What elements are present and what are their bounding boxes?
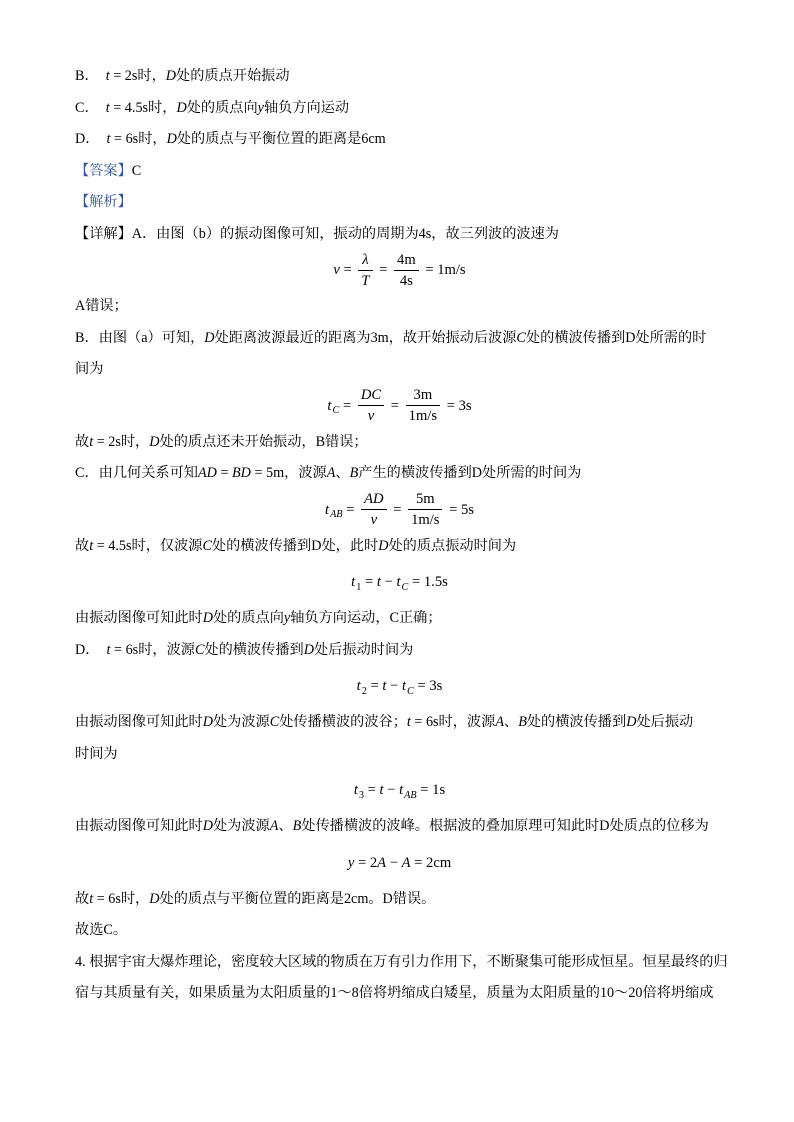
analysis-heading-line <box>75 187 724 219</box>
math-variable: t <box>356 678 361 694</box>
math-variable: t <box>382 678 387 694</box>
text-run: 处的横波传播到 <box>204 641 304 658</box>
math-variable: t <box>89 537 94 554</box>
fraction-numerator <box>361 491 386 508</box>
text-run: = 4.5s时， <box>109 99 177 116</box>
fraction-bar <box>406 405 440 406</box>
solution-line <box>75 427 724 459</box>
math-variable: t <box>376 574 381 590</box>
text-run: = 6s时，波源 <box>110 641 195 658</box>
text-run: 、 <box>278 818 293 834</box>
text-run: 由振动图像可知此时 <box>75 714 203 730</box>
text-run: 处距离波源最近的距离为3m，故开始振动后波源 <box>214 329 517 346</box>
text-run: = 3s <box>413 678 443 694</box>
text-run: 处传播横波的波峰。根据波的叠加原理可知此时D处质点的位移为 <box>301 818 709 834</box>
text-run: = <box>363 782 380 798</box>
text-run: = <box>339 397 355 414</box>
formula-line <box>75 770 724 811</box>
text-run: 轴负方向运动，C正确； <box>290 610 442 626</box>
text-run: − <box>386 678 402 694</box>
solution-line <box>75 811 724 843</box>
text-run: 处的质点与平衡位置的距离是2cm。D错误。 <box>159 890 436 907</box>
text-run: = 6s时， <box>110 131 167 147</box>
solution-line <box>75 323 724 355</box>
text-run: 轴负方向运动 <box>263 99 350 116</box>
text-run: 1m/s <box>408 408 438 425</box>
math-variable: t <box>379 782 384 798</box>
text-run: = <box>342 501 359 518</box>
math-variable: DC <box>360 387 382 404</box>
solution-line <box>75 219 724 251</box>
solution-line <box>75 915 724 947</box>
text-run: 处传播横波的波谷； <box>279 714 407 730</box>
option-line <box>75 61 724 93</box>
math-variable: t <box>106 131 111 147</box>
text-run: = <box>366 678 383 694</box>
math-variable: D <box>202 610 213 626</box>
math-variable: C <box>516 329 526 346</box>
text-run: 由振动图像可知此时 <box>75 818 203 834</box>
formula-line <box>75 386 724 427</box>
text-run: 5m <box>415 491 435 508</box>
math-variable: D <box>149 890 160 907</box>
math-variable: AD <box>364 491 384 508</box>
text-run: 3m <box>413 387 433 404</box>
math-variable: t <box>327 397 332 414</box>
text-run: = 5s <box>445 501 474 518</box>
fraction-bar <box>358 405 384 406</box>
formula-line <box>75 843 724 884</box>
math-variable: A <box>269 818 279 834</box>
text-run: 处的横波传播到D处，此时 <box>211 537 379 554</box>
math-variable: A <box>377 854 387 871</box>
text-run: C．由几何关系可知 <box>75 465 198 481</box>
math-variable: A <box>401 854 411 871</box>
math-variable: y <box>347 854 355 871</box>
text-run: 产生的横波传播到D处所需的时间为 <box>358 465 582 481</box>
text-run: 处为波源 <box>212 714 270 730</box>
text-run: C． <box>75 99 106 116</box>
fraction-bar <box>394 270 419 271</box>
math-variable: C <box>194 641 205 658</box>
text-run: = 3s <box>443 397 472 414</box>
solution-line <box>75 291 724 323</box>
math-subscript: AB <box>404 789 417 801</box>
math-variable: C <box>269 714 280 730</box>
text-run: 故选C。 <box>75 922 128 938</box>
math-variable: v <box>370 512 378 529</box>
text-run: 由振动图像可知此时 <box>75 610 203 626</box>
text-run: A错误； <box>75 298 128 314</box>
text-run: − <box>383 782 400 798</box>
math-variable: t <box>105 99 110 116</box>
math-variable: λ <box>362 251 369 268</box>
text-run: 处的质点与平衡位置的距离是6cm <box>176 131 386 147</box>
text-run: = <box>339 262 356 278</box>
text-run: 【详解】A．由图（b）的振动图像可知，振动的周期为4s，故三列波的波速为 <box>75 225 559 242</box>
fraction <box>408 491 442 529</box>
text-run: 故 <box>75 537 90 554</box>
math-variable: t <box>401 678 406 694</box>
section-label: 【解析】 <box>75 194 132 210</box>
text-run: D． <box>75 131 107 147</box>
math-variable: D <box>204 329 215 346</box>
text-run: = <box>361 574 377 590</box>
text-run: = 4.5s时，仅波源 <box>93 537 203 554</box>
text-run: 1m/s <box>411 512 440 529</box>
fraction-bar <box>358 270 372 271</box>
math-variable: D <box>166 131 177 147</box>
math-subscript: C <box>332 405 340 417</box>
text-run: = 2s时， <box>109 68 166 84</box>
text-run: 处为波源 <box>212 818 270 834</box>
math-variable: D <box>378 537 389 554</box>
solution-line <box>75 603 724 635</box>
math-variable: D <box>176 99 187 116</box>
math-variable: D <box>149 433 160 450</box>
text-run: 处的质点还未开始振动，B错误； <box>159 433 368 450</box>
math-subscript: 1 <box>356 581 362 593</box>
fraction <box>361 491 386 529</box>
text-run: 处的质点向 <box>186 99 258 116</box>
section-label: 【答案】 <box>75 162 132 179</box>
text-run: 故 <box>75 890 90 907</box>
fraction <box>358 252 372 290</box>
text-run: 、 <box>335 465 350 481</box>
text-run: = 1m/s <box>421 262 466 278</box>
text-run: − <box>380 574 397 590</box>
text-run: − <box>386 854 402 871</box>
math-variable: D <box>202 714 213 730</box>
math-variable: t <box>89 433 94 450</box>
question-line <box>75 978 724 1010</box>
text-run: 4s <box>399 272 413 289</box>
math-variable: A <box>495 714 504 730</box>
text-run: 处后振动 <box>636 714 694 730</box>
answer-line <box>75 156 724 188</box>
text-run: D． <box>75 641 107 658</box>
math-variable: t <box>353 782 358 798</box>
text-run: = 6s时， <box>93 890 150 907</box>
solution-line <box>75 458 724 490</box>
math-variable: t <box>351 574 356 590</box>
math-subscript: AB <box>330 509 343 521</box>
math-variable: y <box>283 610 291 626</box>
text-run: 处后振动时间为 <box>314 641 414 658</box>
math-variable: y <box>257 99 264 116</box>
math-variable: v <box>333 262 340 278</box>
solution-line <box>75 354 724 386</box>
text-run: = 2cm <box>410 854 452 871</box>
text-run: = 1s <box>416 782 446 798</box>
math-variable: D <box>165 68 177 84</box>
text-run: 处的质点开始振动 <box>176 68 290 84</box>
math-variable: t <box>406 714 411 730</box>
text-run: = <box>375 262 392 278</box>
text-run: = 6s时，波源 <box>410 714 496 730</box>
fraction-denominator <box>358 273 372 290</box>
text-run: 处的质点振动时间为 <box>388 537 517 554</box>
fraction <box>406 387 440 425</box>
text-run: = 5m，波源 <box>250 465 327 481</box>
formula-line <box>75 250 724 291</box>
text-run: 故 <box>75 433 90 450</box>
math-variable: AD <box>197 465 217 481</box>
text-run: C <box>131 162 142 179</box>
text-run: 4. 根据宇宙大爆炸理论，密度较大区域的物质在万有引力作用下，不断聚集可能形成恒星。恒星最终的归 <box>75 953 728 970</box>
text-run: 处的横波传播到 <box>526 714 627 730</box>
math-variable: t <box>399 782 404 798</box>
option-line <box>75 124 724 156</box>
math-variable: B <box>292 818 302 834</box>
fraction-numerator <box>406 387 440 404</box>
fraction-denominator <box>361 512 386 529</box>
fraction-numerator <box>408 491 442 508</box>
solution-line <box>75 739 724 771</box>
fraction-numerator <box>358 252 372 269</box>
text-run: B． <box>75 68 106 84</box>
math-variable: D <box>626 714 637 730</box>
text-run: B．由图（a）可知， <box>75 329 205 346</box>
fraction-numerator <box>394 252 419 269</box>
text-run: 处的横波传播到D处所需的时 <box>525 329 707 346</box>
math-variable: v <box>367 408 375 425</box>
math-subscript: 2 <box>361 685 367 697</box>
fraction-bar <box>361 509 386 510</box>
math-variable: t <box>396 574 401 590</box>
math-variable: T <box>361 272 370 289</box>
math-variable: t <box>106 641 111 658</box>
math-variable: D <box>202 818 213 834</box>
text-run: = <box>389 501 406 518</box>
fraction-denominator <box>394 273 419 290</box>
math-variable: t <box>105 68 110 84</box>
math-subscript: C <box>401 581 409 593</box>
math-subscript: 3 <box>358 789 364 801</box>
fraction <box>394 252 419 290</box>
solution-line <box>75 884 724 916</box>
math-subscript: C <box>407 685 414 697</box>
text-run: = <box>387 397 403 414</box>
math-variable: B <box>518 714 527 730</box>
math-variable: t <box>89 890 94 907</box>
formula-line <box>75 562 724 603</box>
fraction <box>358 387 384 425</box>
question-line <box>75 947 728 979</box>
fraction-denominator <box>358 408 384 425</box>
math-variable: B <box>349 465 359 481</box>
formula-line <box>75 666 724 707</box>
text-run: 4m <box>397 251 416 268</box>
formula-line <box>75 490 724 531</box>
text-run: 间为 <box>75 361 104 377</box>
text-run: 处的质点向 <box>212 610 284 626</box>
solution-line <box>75 531 724 563</box>
text-run: 宿与其质量有关，如果质量为太阳质量的1～8倍将坍缩成白矮星，质量为太阳质量的10～20倍将坍缩成 <box>75 985 714 1001</box>
math-variable: A <box>326 465 336 481</box>
fraction-denominator <box>406 408 440 425</box>
math-variable: C <box>202 537 212 554</box>
text-run: = 2s时， <box>93 433 150 450</box>
math-variable: D <box>303 641 314 658</box>
text-run: 、 <box>503 714 519 730</box>
math-variable: BD <box>232 465 251 481</box>
text-run: = 1.5s <box>408 574 448 590</box>
solution-line <box>75 635 724 667</box>
text-run: = 2 <box>354 854 378 871</box>
math-variable: t <box>325 501 330 518</box>
fraction-bar <box>408 509 442 510</box>
option-line <box>75 93 724 125</box>
text-run: 时间为 <box>75 745 118 762</box>
solution-line <box>75 707 724 739</box>
fraction-denominator <box>408 512 442 529</box>
text-run: = <box>216 465 232 481</box>
fraction-numerator <box>358 387 384 404</box>
